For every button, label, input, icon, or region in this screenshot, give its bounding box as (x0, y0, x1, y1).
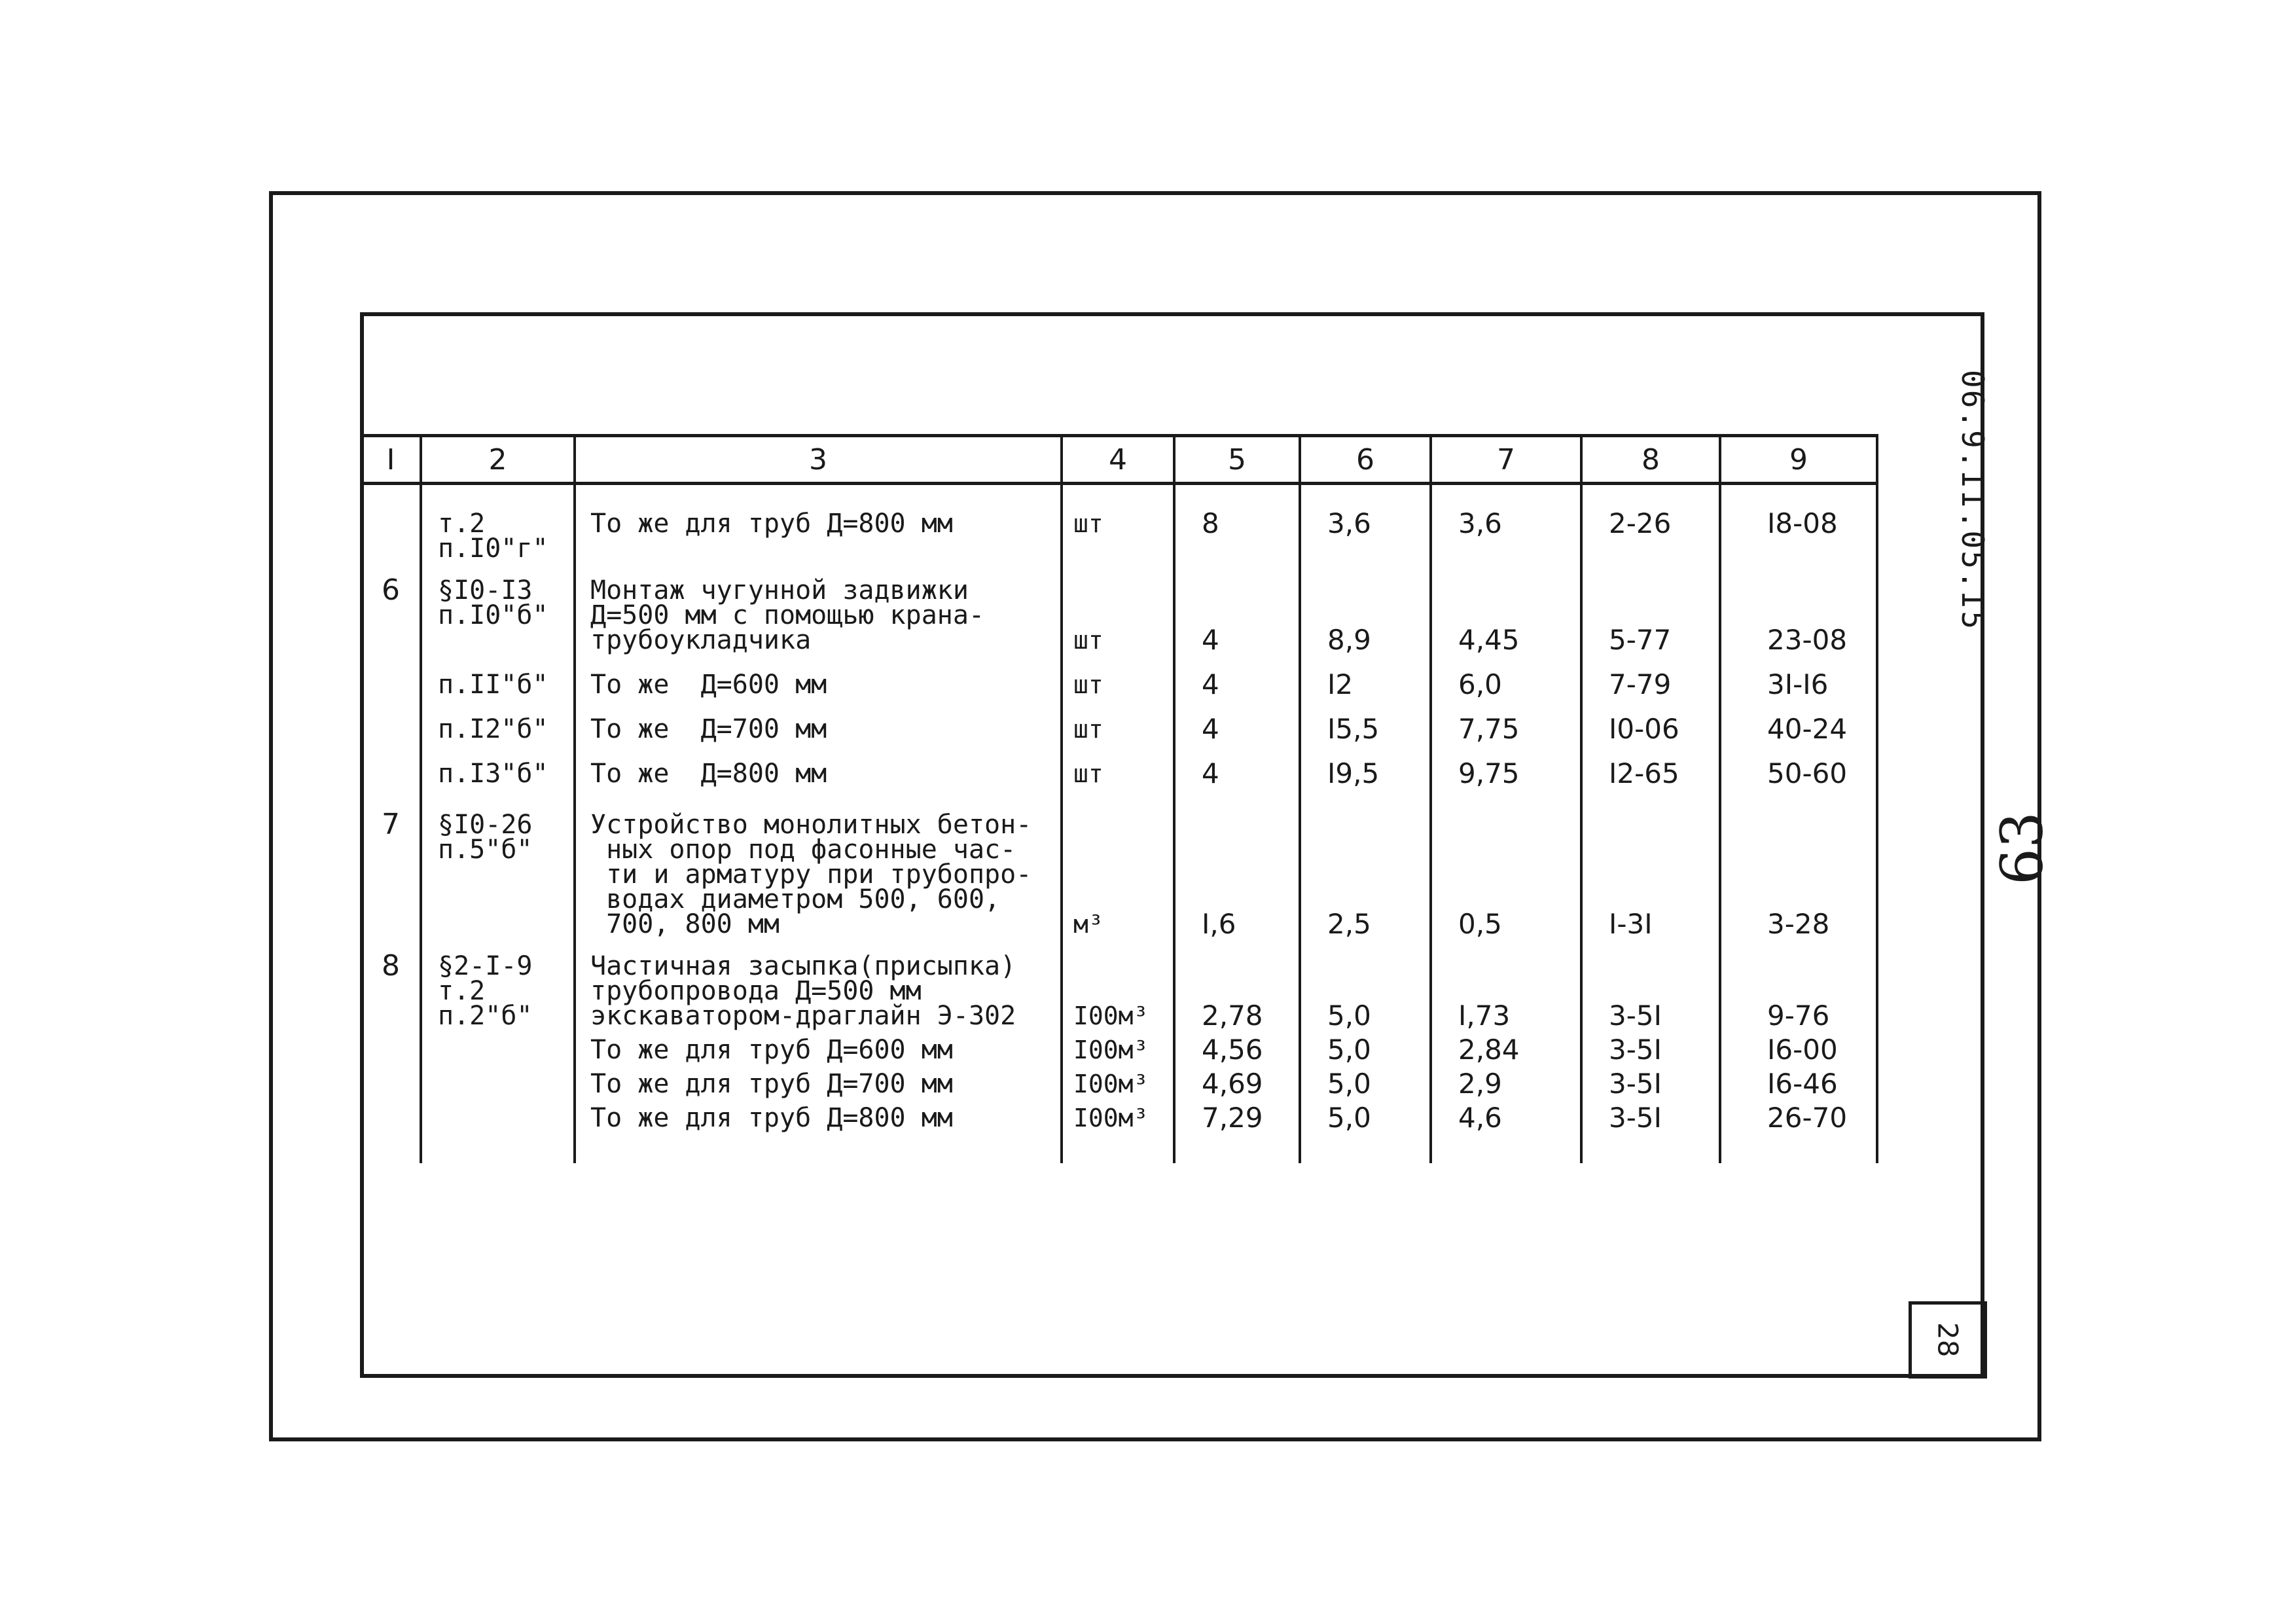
cell-total: 3,6 (1431, 484, 1581, 562)
cell-quantity: 8 (1174, 484, 1300, 562)
cell-norm: 3,6 (1300, 484, 1431, 562)
cell-reference: п.I2"б" (421, 697, 575, 742)
cell-quantity: 4 (1174, 561, 1300, 653)
table-body (362, 484, 1877, 1164)
cell-work-name: То же для труб Д=800 мм (575, 1096, 1062, 1130)
cell-quantity: I,6 (1174, 786, 1300, 937)
cell-position (362, 484, 421, 562)
table-row (362, 484, 1877, 562)
col-header-6: 6 (1300, 436, 1431, 484)
cell-position (362, 697, 421, 742)
table-row (362, 1062, 1877, 1096)
cell-position (362, 742, 421, 786)
table-bottom-spacer (362, 1130, 1877, 1163)
cell-quantity: 4 (1174, 742, 1300, 786)
cell-unit: I00м³ (1062, 1028, 1174, 1062)
spacer-cell (1062, 1130, 1174, 1163)
cell-cost: I8-08 (1720, 484, 1877, 562)
estimate-table (362, 434, 1878, 1163)
cell-cost: 50-60 (1720, 742, 1877, 786)
col-header-9: 9 (1720, 436, 1877, 484)
cell-quantity: 4,56 (1174, 1028, 1300, 1062)
cell-price: 3-5I (1581, 1028, 1720, 1062)
cell-position (362, 1062, 421, 1096)
cell-price: 2-26 (1581, 484, 1720, 562)
table-row (362, 742, 1877, 786)
cell-norm: 5,0 (1300, 937, 1431, 1028)
cell-reference: п.II"б" (421, 653, 575, 697)
table-row (362, 653, 1877, 697)
col-header-7: 7 (1431, 436, 1581, 484)
cell-cost: 3I-I6 (1720, 653, 1877, 697)
cell-unit: I00м³ (1062, 1062, 1174, 1096)
cell-cost: 40-24 (1720, 697, 1877, 742)
cell-work-name: Монтаж чугунной задвижки Д=500 мм с помощью крана- трубоукладчика (575, 561, 1062, 653)
spacer-cell (1720, 1130, 1877, 1163)
table-row (362, 561, 1877, 653)
cell-unit: м³ (1062, 786, 1174, 937)
col-header-2: 2 (421, 436, 575, 484)
cell-quantity: 4,69 (1174, 1062, 1300, 1096)
cell-total: 6,0 (1431, 653, 1581, 697)
col-header-8: 8 (1581, 436, 1720, 484)
cell-unit: шт (1062, 697, 1174, 742)
cell-norm: I9,5 (1300, 742, 1431, 786)
cell-cost: 23-08 (1720, 561, 1877, 653)
table-row (362, 786, 1877, 937)
cell-reference: §I0-26 п.5"б" (421, 786, 575, 937)
cell-price: 3-5I (1581, 1096, 1720, 1130)
spacer-cell (362, 1130, 421, 1163)
spacer-cell (421, 1130, 575, 1163)
cell-work-name: Устройство монолитных бетон- ных опор под фасонные час- ти и арматуру при трубопро- водах диаметром 500, 600, 700, 800 мм (575, 786, 1062, 937)
cell-position (362, 1028, 421, 1062)
cell-cost: I6-46 (1720, 1062, 1877, 1096)
col-header-5: 5 (1174, 436, 1300, 484)
cell-price: I0-06 (1581, 697, 1720, 742)
cell-norm: I5,5 (1300, 697, 1431, 742)
cell-reference: §I0-I3 п.I0"б" (421, 561, 575, 653)
cell-position (362, 1096, 421, 1130)
cell-total: 2,9 (1431, 1062, 1581, 1096)
cell-work-name: То же для труб Д=600 мм (575, 1028, 1062, 1062)
cell-unit: I00м³ (1062, 1096, 1174, 1130)
cell-norm: 5,0 (1300, 1062, 1431, 1096)
table-row (362, 937, 1877, 1028)
cell-price: 3-5I (1581, 937, 1720, 1028)
cell-price: I2-65 (1581, 742, 1720, 786)
cell-norm: 5,0 (1300, 1028, 1431, 1062)
cell-work-name: То же для труб Д=800 мм (575, 484, 1062, 562)
table-row (362, 697, 1877, 742)
document-code: 06.9.II.05.I5 (1955, 370, 1990, 632)
cell-reference: п.I3"б" (421, 742, 575, 786)
cell-reference (421, 1028, 575, 1062)
cell-position: 6 (382, 573, 400, 607)
cell-work-name: Частичная засыпка(присыпка) трубопровода Д=500 мм экскаватором-драглайн Э-302 (575, 937, 1062, 1028)
cell-work-name: То же Д=600 мм (575, 653, 1062, 697)
page-stamp: 63 (1988, 812, 2056, 885)
cell-reference (421, 1096, 575, 1130)
cell-work-name: То же Д=800 мм (575, 742, 1062, 786)
cell-total: 9,75 (1431, 742, 1581, 786)
cell-cost: I6-00 (1720, 1028, 1877, 1062)
spacer-cell (1431, 1130, 1581, 1163)
cell-quantity: 7,29 (1174, 1096, 1300, 1130)
cell-unit: I00м³ (1062, 937, 1174, 1028)
cell-reference: §2-I-9 т.2 п.2"б" (421, 937, 575, 1028)
cell-position: 8 (382, 949, 400, 983)
cell-total: 2,84 (1431, 1028, 1581, 1062)
spacer-cell (1300, 1130, 1431, 1163)
cell-total: 7,75 (1431, 697, 1581, 742)
cell-unit: шт (1062, 653, 1174, 697)
cell-quantity: 4 (1174, 697, 1300, 742)
cell-unit: шт (1062, 561, 1174, 653)
cell-norm: I2 (1300, 653, 1431, 697)
cell-reference: т.2 п.I0"г" (421, 484, 575, 562)
cell-cost: 3-28 (1720, 786, 1877, 937)
cell-quantity: 4 (1174, 653, 1300, 697)
cell-norm: 2,5 (1300, 786, 1431, 937)
cell-norm: 5,0 (1300, 1096, 1431, 1130)
col-header-4: 4 (1062, 436, 1174, 484)
cell-norm: 8,9 (1300, 561, 1431, 653)
cell-position (362, 653, 421, 697)
cell-price: 7-79 (1581, 653, 1720, 697)
cell-position: 7 (382, 808, 400, 841)
sheet-number-box (1909, 1301, 1987, 1379)
spacer-cell (1581, 1130, 1720, 1163)
cell-total: I,73 (1431, 937, 1581, 1028)
header-row (362, 436, 1877, 484)
spacer-cell (1174, 1130, 1300, 1163)
cell-price: I-3I (1581, 786, 1720, 937)
cell-unit: шт (1062, 484, 1174, 562)
cell-unit: шт (1062, 742, 1174, 786)
spacer-cell (575, 1130, 1062, 1163)
cell-quantity: 2,78 (1174, 937, 1300, 1028)
col-header-1: I (362, 436, 421, 484)
cell-work-name: То же для труб Д=700 мм (575, 1062, 1062, 1096)
cell-cost: 9-76 (1720, 937, 1877, 1028)
cell-price: 3-5I (1581, 1062, 1720, 1096)
col-header-3: 3 (575, 436, 1062, 484)
cell-total: 4,6 (1431, 1096, 1581, 1130)
cell-total: 4,45 (1431, 561, 1581, 653)
sheet-number: 28 (1931, 1322, 1964, 1358)
cell-total: 0,5 (1431, 786, 1581, 937)
table-row (362, 1096, 1877, 1130)
table-row (362, 1028, 1877, 1062)
cell-price: 5-77 (1581, 561, 1720, 653)
cell-work-name: То же Д=700 мм (575, 697, 1062, 742)
cell-reference (421, 1062, 575, 1096)
cell-cost: 26-70 (1720, 1096, 1877, 1130)
